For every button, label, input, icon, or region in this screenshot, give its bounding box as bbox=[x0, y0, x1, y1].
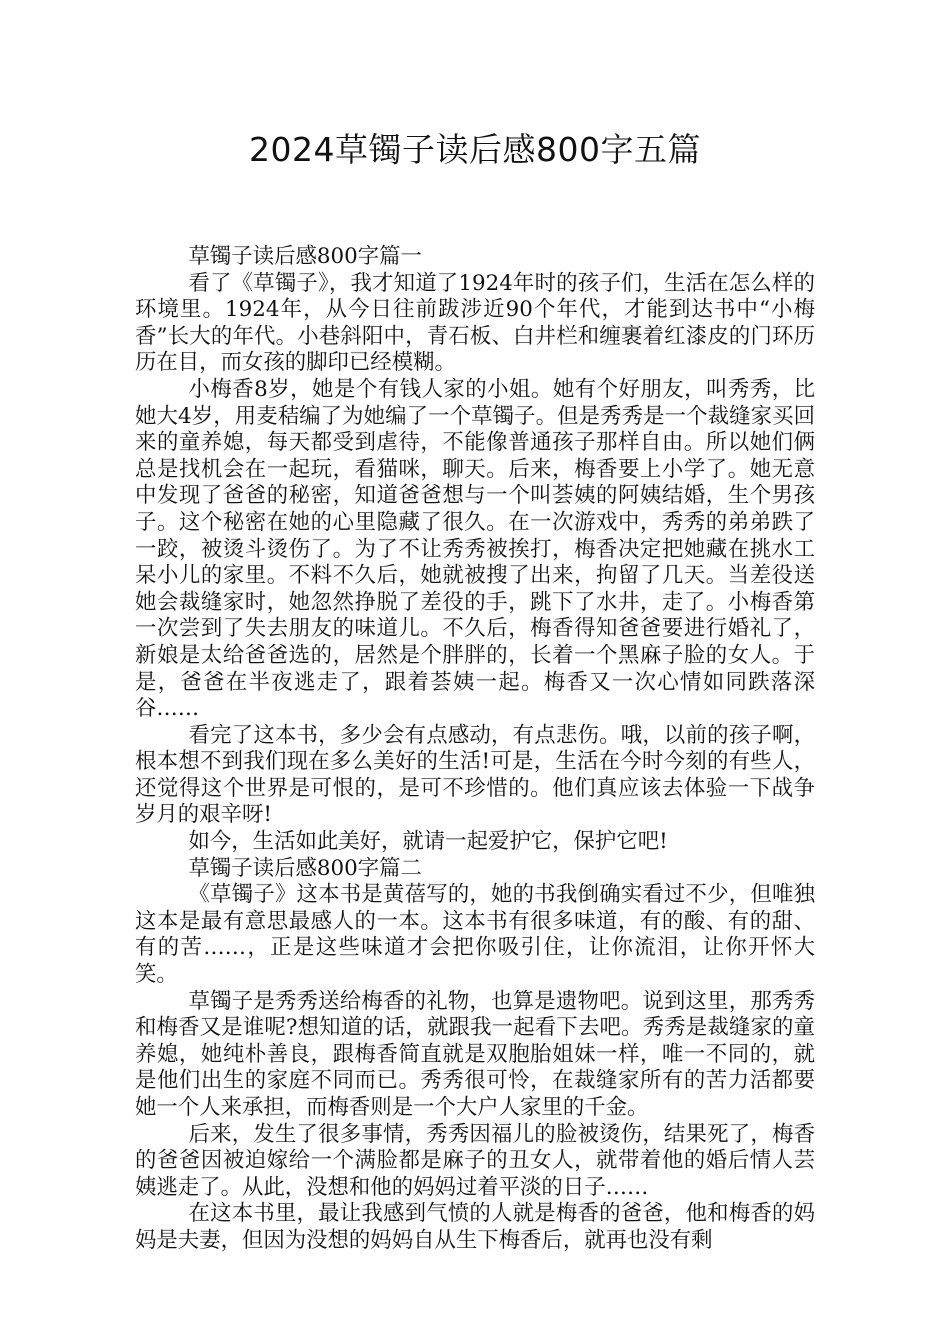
paragraph: 《草镯子》这本书是黄蓓写的，她的书我倒确实看过不少，但唯独这本是最有意思最感人的一本。这本书有很多味道，有的酸、有的甜、有的苦……，正是这些味道才会把你吸引住，让你流泪，让你开怀大笑。 bbox=[135, 882, 815, 988]
section-heading-2: 草镯子读后感800字篇二 bbox=[188, 855, 422, 881]
paragraph: 看了《草镯子》，我才知道了1924年时的孩子们，生活在怎么样的环境里。1924年，从今日往前跋涉近90个年代，才能到达书中“小梅香”长大的年代。小巷斜阳中，青石板、白井栏和缠裹着红漆皮的门环历历在目，而女孩的脚印已经模糊。 bbox=[135, 270, 815, 376]
paragraph: 在这本书里，最让我感到气愤的人就是梅香的爸爸，他和梅香的妈妈是夫妻，但因为没想的妈妈自从生下梅香后，就再也没有剩 bbox=[135, 1201, 815, 1253]
paragraph: 看完了这本书，多少会有点感动，有点悲伤。哦，以前的孩子啊，根本想不到我们现在多么美好的生活!可是，生活在今时今刻的有些人，还觉得这个世界是可恨的，是可不珍惜的。他们真应该去体验一下战争岁月的艰辛呀! bbox=[135, 722, 815, 828]
document-title: 2024草镯子读后感800字五篇 bbox=[249, 130, 701, 169]
section-heading-1: 草镯子读后感800字篇一 bbox=[188, 244, 422, 269]
paragraph: 如今，生活如此美好，就请一起爱护它，保护它吧! bbox=[188, 829, 668, 855]
paragraph: 小梅香8岁，她是个有钱人家的小姐。她有个好朋友，叫秀秀，比她大4岁，用麦秸编了为她编了一个草镯子。但是秀秀是一个裁缝家买回来的童养媳，每天都受到虐待，不能像普通孩子那样自由。所以她们俩总是找机会在一起玩，看猫咪，聊天。后来，梅香要上小学了。她无意中发现了爸爸的秘密，知道爸爸想与一个叫荟姨的阿姨结婚，生个男孩子。这个秘密在她的心里隐藏了很久。在一次游戏中，秀秀的弟弟跌了一跤，被烫斗烫伤了。为了不让秀秀被挨打，梅香决定把她藏在挑水工呆小儿的家里。不料不久后，她就被搜了出来，拘留了几天。当差役送她会裁缝家时，她忽然挣脱了差役的手，跳下了水井，走了。小梅香第一次尝到了失去朋友的味道儿。不久后，梅香得知爸爸要进行婚礼了，新娘是太给爸爸选的，居然是个胖胖的，长着一个黑麻子脸的女人。于是，爸爸在半夜逃走了，跟着荟姨一起。梅香又一次心情如同跌落深谷…… bbox=[135, 376, 815, 722]
paragraph: 草镯子是秀秀送给梅香的礼物，也算是遗物吧。说到这里，那秀秀和梅香又是谁呢?想知道的话，就跟我一起看下去吧。秀秀是裁缝家的童养媳，她纯朴善良，跟梅香简直就是双胞胎姐妹一样，唯一不同的，就是他们出生的家庭不同而已。秀秀很可怜，在裁缝家所有的苦力活都要她一个人来承担，而梅香则是一个大户人家里的千金。 bbox=[135, 988, 815, 1120]
document-body bbox=[135, 244, 815, 1255]
paragraph: 后来，发生了很多事情，秀秀因福儿的脸被烫伤，结果死了，梅香的爸爸因被迫嫁给一个满脸都是麻子的丑女人，就带着他的婚后情人芸姨逃走了。从此，没想和他的妈妈过着平淡的日子…… bbox=[135, 1121, 815, 1200]
